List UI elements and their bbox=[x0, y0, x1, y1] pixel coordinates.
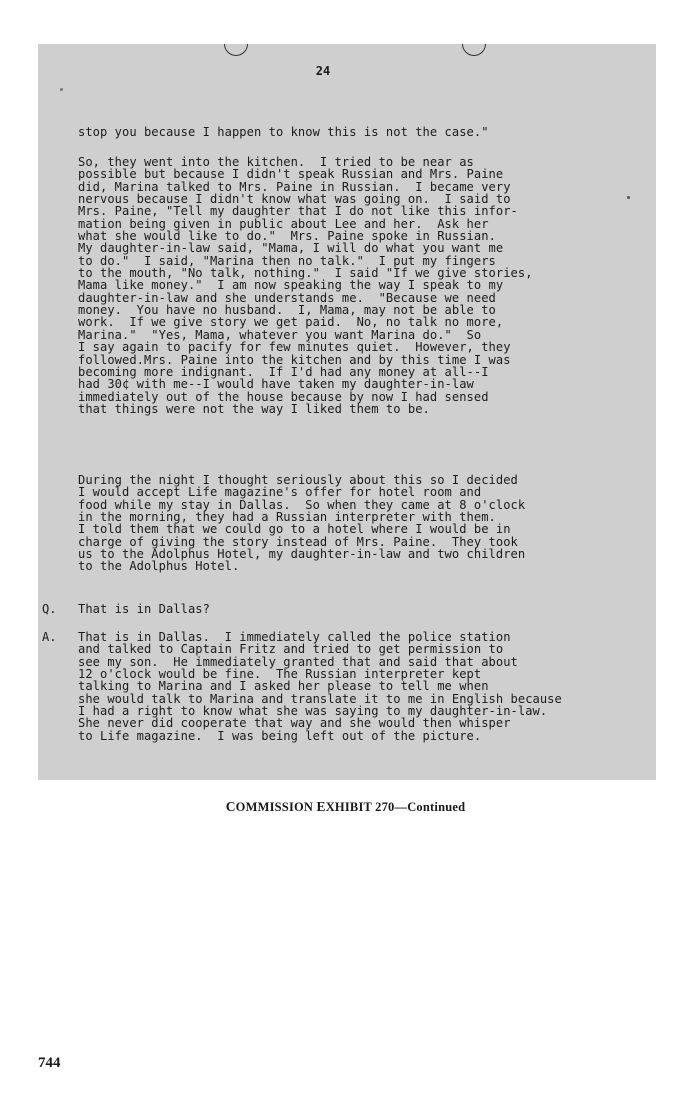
answer-label: A. bbox=[42, 630, 57, 644]
binder-hole-right-icon bbox=[462, 44, 486, 56]
speck-mark bbox=[60, 88, 63, 91]
answer-text: That is in Dallas. I immediately called the police station and talked to Captain Fritz and tried to get permission to see my son. He immediately granted that and said that about 12 o'clock would be fine. The Russian interpreter kept talking to Marina and I asked her please to tell me when she would talk to Marina and translate it to me in English because I had a right to know what she was saying to my daughter-in-law. She never did cooperate that way and she would then whisper to Life magazine. I was being left out of the picture. bbox=[78, 630, 562, 743]
question-text: That is in Dallas? bbox=[78, 602, 210, 616]
paragraph-continuation: stop you because I happen to know this is not the case." bbox=[78, 125, 489, 139]
paragraph-night: During the night I thought seriously about this so I decided I would accept Life magazine's offer for hotel room and food while my stay in Dallas. So when they came at 8 o'clock in the morning, they had a Russian interpreter with them. I told them that we could go to a hotel where I would be in charge of giving the story instead of Mrs. Paine. They took us to the Adolphus Hotel, my daughter-in-law and two children to the Adolphus Hotel. bbox=[78, 473, 526, 574]
typewritten-page-scan bbox=[38, 44, 656, 780]
speck-mark bbox=[627, 196, 630, 199]
question-label: Q. bbox=[42, 602, 57, 616]
folio-page-number: 744 bbox=[38, 1055, 61, 1071]
paragraph-kitchen: So, they went into the kitchen. I tried to be near as possible but because I didn't speak Russian and Mrs. Paine did, Marina talked to Mrs. Paine in Russian. I became very nervous because I didn't know what was going on. I said to Mrs. Paine, "Tell my daughter that I do not like this infor- mation being given in public about Lee and her. Ask her what she would like to do." Mrs. Paine spoke in Russian. My daughter-in-law said, "Mama, I will do what you want me to do." I said, "Marina then no talk." I put my fingers to the mouth, "No talk, nothing." I said "If we give stories, Mama like money." I am now speaking the way I speak to my daughter-in-law and she understands me. "Because we need money. You have no husband. I, Mama, may not be able to work. If we give story we get paid. No, no talk no more, Marina." "Yes, Mama, whatever you want Marina do." So I say again to pacify for few minutes quiet. However, they followed.Mrs. Paine into the kitchen and by this time I was becoming more indignant. If I'd had any money at all--I had 30¢ with me--I would have taken my daughter-in-law immediately out of the house because by now I had sensed that things were not the way I liked them to be. bbox=[78, 155, 533, 416]
binder-hole-left-icon bbox=[224, 44, 248, 56]
typed-page-number: 24 bbox=[315, 64, 331, 78]
exhibit-caption: COMMISSION EXHIBIT 270—Continued bbox=[225, 799, 466, 814]
